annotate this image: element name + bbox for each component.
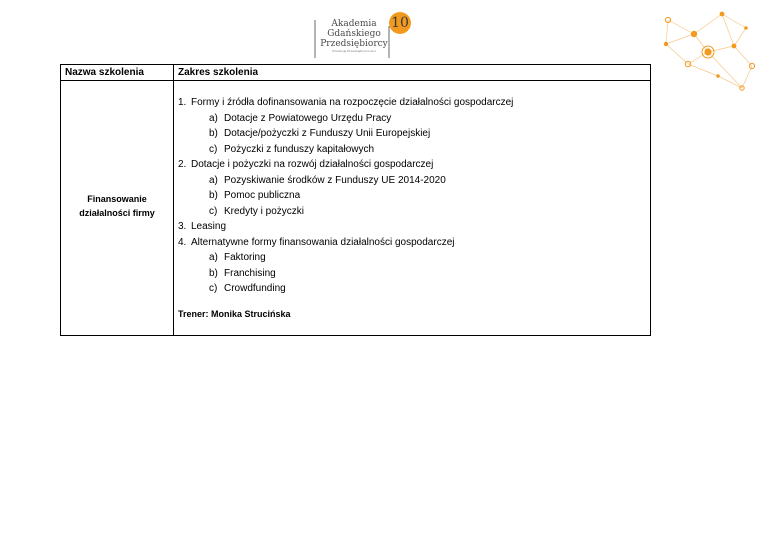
logo bbox=[313, 12, 413, 62]
sub-item-text: Dotacje/pożyczki z Funduszy Unii Europejskiej bbox=[224, 128, 431, 139]
list-item-text: Alternatywne formy finansowania działalności gospodarczej bbox=[191, 236, 455, 248]
sub-item-letter: b) bbox=[209, 190, 218, 201]
sub-item-text: Pożyczki z funduszy kapitałowych bbox=[224, 143, 375, 155]
sub-item-letter: b) bbox=[209, 128, 218, 139]
list-item-number: 4. bbox=[178, 236, 187, 248]
list-item bbox=[178, 250, 648, 266]
sub-item-text: Franchising bbox=[224, 267, 276, 279]
sub-item-letter: a) bbox=[209, 174, 218, 186]
logo-text bbox=[319, 19, 389, 53]
logo-line-3: Przedsiębiorcy bbox=[320, 39, 388, 49]
sub-item-text: Kredyty i pożyczki bbox=[224, 205, 305, 217]
list-item-number: 3. bbox=[178, 221, 187, 232]
sub-item-text: Pomoc publiczna bbox=[224, 190, 301, 201]
list-item bbox=[178, 173, 648, 189]
list-item bbox=[178, 281, 648, 297]
list-item bbox=[178, 266, 648, 282]
list-item bbox=[178, 95, 648, 111]
sub-item-letter: c) bbox=[209, 143, 218, 155]
sub-item-letter: b) bbox=[209, 267, 218, 279]
training-name-line-1: Finansowanie bbox=[87, 194, 147, 204]
header-training-name: Nazwa szkolenia bbox=[65, 67, 144, 78]
sub-item-text: Crowdfunding bbox=[224, 283, 286, 294]
list-item bbox=[178, 111, 648, 127]
list-item-number: 2. bbox=[178, 159, 187, 170]
sub-item-letter: c) bbox=[209, 205, 218, 217]
sub-item-letter: c) bbox=[209, 283, 218, 294]
sub-item-text: Faktoring bbox=[224, 252, 266, 263]
training-name-line-2: działalności firmy bbox=[79, 208, 155, 218]
sub-item-text: Pozyskiwanie środków z Funduszy UE 2014-2020 bbox=[224, 174, 446, 186]
list-item-text: Leasing bbox=[191, 221, 227, 232]
training-outline-list bbox=[178, 95, 648, 297]
table-header-row bbox=[61, 65, 650, 81]
header-training-scope: Zakres szkolenia bbox=[178, 67, 259, 78]
list-item bbox=[178, 219, 648, 235]
column-divider bbox=[173, 65, 174, 335]
logo-line-1: Akademia bbox=[331, 19, 377, 29]
list-item-number: 1. bbox=[178, 97, 187, 108]
trainer-name: Trener: Monika Strucińska bbox=[178, 309, 291, 319]
logo-badge: 10 bbox=[389, 12, 411, 34]
list-item bbox=[178, 235, 648, 251]
sub-item-letter: a) bbox=[209, 252, 218, 263]
sub-item-text: Dotacje z Powiatowego Urzędu Pracy bbox=[224, 112, 392, 124]
list-item bbox=[178, 157, 648, 173]
logo-line-4: Fundacja Przedsiębiorczości bbox=[332, 49, 376, 53]
list-item bbox=[178, 188, 648, 204]
training-table bbox=[60, 64, 651, 336]
list-item bbox=[178, 142, 648, 158]
list-item bbox=[178, 126, 648, 142]
network-decoration-icon bbox=[648, 6, 763, 98]
list-item-text: Formy i źródła dofinansowania na rozpoczęcie działalności gospodarczej bbox=[191, 97, 514, 108]
training-name-cell bbox=[61, 192, 173, 220]
sub-item-letter: a) bbox=[209, 112, 218, 124]
list-item bbox=[178, 204, 648, 220]
list-item-text: Dotacje i pożyczki na rozwój działalności gospodarczej bbox=[191, 159, 434, 170]
logo-line-2: Gdańskiego bbox=[327, 29, 381, 39]
